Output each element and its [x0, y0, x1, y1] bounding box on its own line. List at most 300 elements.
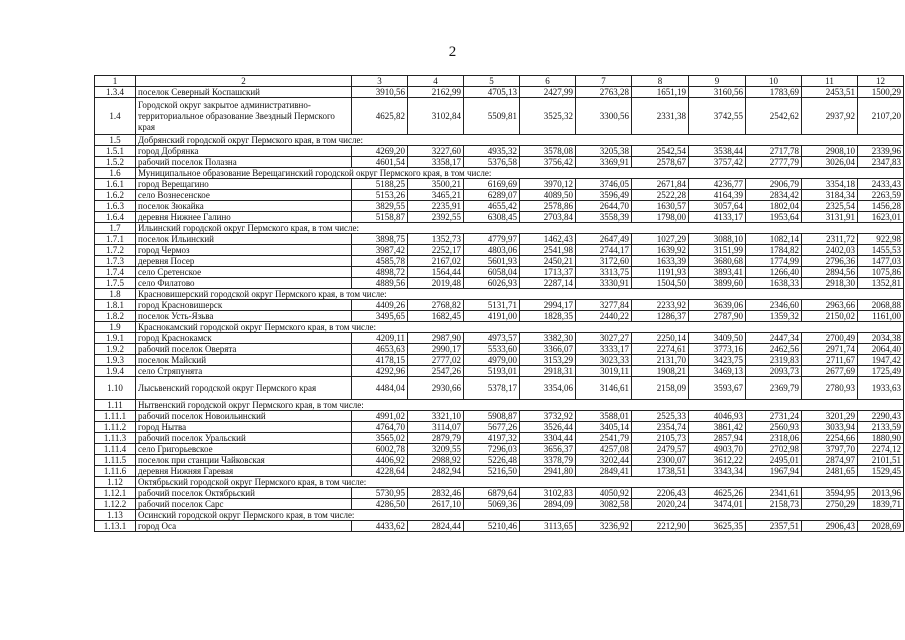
table-row [95, 344, 904, 355]
value-cell: 2908,10 [802, 146, 858, 157]
section-row [95, 135, 904, 146]
value-cell: 4089,50 [520, 190, 576, 201]
value-cell: 4625,26 [689, 488, 746, 499]
value-cell: 2369,79 [746, 377, 802, 400]
value-cell: 3382,30 [520, 333, 576, 344]
value-cell: 2319,83 [746, 355, 802, 366]
value-cell: 6058,04 [464, 267, 520, 278]
row-number: 1.8.2 [95, 311, 136, 322]
value-cell: 2028,69 [858, 521, 904, 532]
value-cell: 1352,73 [408, 234, 464, 245]
value-cell: 5601,93 [464, 256, 520, 267]
value-cell: 3160,56 [689, 87, 746, 98]
value-cell: 1933,63 [858, 377, 904, 400]
locality-name: поселок Зюкайка [136, 201, 352, 212]
value-cell: 3131,91 [802, 212, 858, 223]
header-cell: 9 [689, 76, 746, 87]
value-cell: 4236,77 [689, 179, 746, 190]
value-cell: 2402,03 [802, 245, 858, 256]
value-cell: 3746,05 [576, 179, 632, 190]
value-cell: 2644,70 [576, 201, 632, 212]
value-cell: 6169,69 [464, 179, 520, 190]
section-row [95, 400, 904, 411]
locality-name: рабочий поселок Новоильинский [136, 411, 352, 422]
locality-name: город Красновишерск [136, 300, 352, 311]
value-cell: 1500,29 [858, 87, 904, 98]
value-cell: 7296,03 [464, 444, 520, 455]
value-cell: 3656,37 [520, 444, 576, 455]
table-row [95, 444, 904, 455]
value-cell: 1682,45 [408, 311, 464, 322]
value-cell: 3151,99 [689, 245, 746, 256]
row-number: 1.13 [95, 510, 136, 521]
value-cell: 3153,29 [520, 355, 576, 366]
value-cell: 3202,44 [576, 455, 632, 466]
value-cell: 2832,46 [408, 488, 464, 499]
value-cell: 3369,91 [576, 157, 632, 168]
table-row [95, 366, 904, 377]
value-cell: 3321,10 [408, 411, 464, 422]
value-cell: 5210,46 [464, 521, 520, 532]
value-cell: 922,98 [858, 234, 904, 245]
value-cell: 2930,66 [408, 377, 464, 400]
section-title: Осинский городской округ Пермского края, в том числе: [136, 510, 904, 521]
value-cell: 2647,49 [576, 234, 632, 245]
value-cell: 4991,02 [352, 411, 408, 422]
value-cell: 3378,79 [520, 455, 576, 466]
value-cell: 2617,10 [408, 499, 464, 510]
value-cell: 2433,43 [858, 179, 904, 190]
value-cell: 4046,93 [689, 411, 746, 422]
value-cell: 1784,82 [746, 245, 802, 256]
value-cell: 4209,11 [352, 333, 408, 344]
value-cell: 3209,55 [408, 444, 464, 455]
value-cell: 3205,38 [576, 146, 632, 157]
value-cell: 2093,73 [746, 366, 802, 377]
value-cell: 3829,55 [352, 201, 408, 212]
table-row [95, 87, 904, 98]
value-cell: 3172,60 [576, 256, 632, 267]
value-cell: 2274,61 [632, 344, 689, 355]
value-cell: 2212,90 [632, 521, 689, 532]
section-title: Краснокамский городской округ Пермского края, в том числе: [136, 322, 904, 333]
locality-name: город Оса [136, 521, 352, 532]
row-number: 1.6.4 [95, 212, 136, 223]
value-cell: 3088,10 [689, 234, 746, 245]
value-cell: 4292,96 [352, 366, 408, 377]
row-number: 1.7.5 [95, 278, 136, 289]
value-cell: 2290,43 [858, 411, 904, 422]
locality-name: город Верещагино [136, 179, 352, 190]
row-number: 1.6.1 [95, 179, 136, 190]
value-cell: 3313,75 [576, 267, 632, 278]
value-cell: 3588,01 [576, 411, 632, 422]
value-cell: 5188,25 [352, 179, 408, 190]
value-cell: 2906,79 [746, 179, 802, 190]
row-number: 1.6.3 [95, 201, 136, 212]
row-number: 1.9 [95, 322, 136, 333]
table-row [95, 466, 904, 477]
value-cell: 4257,08 [576, 444, 632, 455]
section-row [95, 477, 904, 488]
value-cell: 3027,27 [576, 333, 632, 344]
value-cell: 4050,92 [576, 488, 632, 499]
value-cell: 2717,78 [746, 146, 802, 157]
row-number: 1.4 [95, 98, 136, 135]
value-cell: 2300,07 [632, 455, 689, 466]
value-cell: 1462,43 [520, 234, 576, 245]
value-cell: 4133,17 [689, 212, 746, 223]
value-cell: 2064,40 [858, 344, 904, 355]
value-cell: 1529,45 [858, 466, 904, 477]
value-cell: 2158,09 [632, 377, 689, 400]
locality-name: поселок Усть-Язьва [136, 311, 352, 322]
value-cell: 2427,99 [520, 87, 576, 98]
value-cell: 2750,29 [802, 499, 858, 510]
section-row [95, 223, 904, 234]
value-cell: 1638,33 [746, 278, 802, 289]
value-cell: 6879,64 [464, 488, 520, 499]
value-cell: 2101,51 [858, 455, 904, 466]
value-cell: 2994,17 [520, 300, 576, 311]
value-cell: 2796,36 [802, 256, 858, 267]
locality-name: город Чермоз [136, 245, 352, 256]
value-cell: 4625,82 [352, 98, 408, 135]
value-cell: 2547,26 [408, 366, 464, 377]
locality-name: рабочий поселок Сарс [136, 499, 352, 510]
value-cell: 2763,28 [576, 87, 632, 98]
value-cell: 2013,96 [858, 488, 904, 499]
row-number: 1.13.1 [95, 521, 136, 532]
value-cell: 2918,30 [802, 278, 858, 289]
value-cell: 3495,65 [352, 311, 408, 322]
row-number: 1.11.6 [95, 466, 136, 477]
value-cell: 2254,66 [802, 433, 858, 444]
value-cell: 3033,94 [802, 422, 858, 433]
value-cell: 4191,00 [464, 311, 520, 322]
value-cell: 3333,17 [576, 344, 632, 355]
value-cell: 4164,39 [689, 190, 746, 201]
value-cell: 3102,84 [408, 98, 464, 135]
value-cell: 2250,14 [632, 333, 689, 344]
value-cell: 1802,04 [746, 201, 802, 212]
value-cell: 1191,93 [632, 267, 689, 278]
locality-name: село Вознесенское [136, 190, 352, 201]
value-cell: 2495,01 [746, 455, 802, 466]
locality-name: село Филатово [136, 278, 352, 289]
value-cell: 3113,65 [520, 521, 576, 532]
value-cell: 3277,84 [576, 300, 632, 311]
row-number: 1.9.1 [95, 333, 136, 344]
value-cell: 3970,12 [520, 179, 576, 190]
value-cell: 2894,09 [520, 499, 576, 510]
row-number: 1.7.1 [95, 234, 136, 245]
value-cell: 3680,68 [689, 256, 746, 267]
value-cell: 5509,81 [464, 98, 520, 135]
value-cell: 2824,44 [408, 521, 464, 532]
table-row [95, 455, 904, 466]
value-cell: 3757,42 [689, 157, 746, 168]
value-cell: 1908,21 [632, 366, 689, 377]
row-number: 1.12 [95, 477, 136, 488]
locality-name: рабочий поселок Оверята [136, 344, 352, 355]
value-cell: 3732,92 [520, 411, 576, 422]
value-cell: 2287,14 [520, 278, 576, 289]
value-cell: 2780,93 [802, 377, 858, 400]
value-cell: 2331,38 [632, 98, 689, 135]
value-cell: 5533,60 [464, 344, 520, 355]
table-row [95, 422, 904, 433]
locality-name: город Добрянка [136, 146, 352, 157]
value-cell: 2020,24 [632, 499, 689, 510]
value-cell: 1504,50 [632, 278, 689, 289]
value-cell: 3565,02 [352, 433, 408, 444]
value-cell: 5158,87 [352, 212, 408, 223]
value-cell: 3797,70 [802, 444, 858, 455]
table-row [95, 411, 904, 422]
value-cell: 2206,43 [632, 488, 689, 499]
locality-name: Городской округ закрытое административно-территориальное образование Звездный Пермского края [136, 98, 352, 135]
value-cell: 1839,71 [858, 499, 904, 510]
value-cell: 4973,57 [464, 333, 520, 344]
value-cell: 3625,35 [689, 521, 746, 532]
locality-name: рабочий поселок Октябрьский [136, 488, 352, 499]
value-cell: 1623,01 [858, 212, 904, 223]
locality-name: город Нытва [136, 422, 352, 433]
value-cell: 2542,62 [746, 98, 802, 135]
value-cell: 2068,88 [858, 300, 904, 311]
value-cell: 1082,14 [746, 234, 802, 245]
value-cell: 3343,34 [689, 466, 746, 477]
value-cell: 3500,21 [408, 179, 464, 190]
row-number: 1.6 [95, 168, 136, 179]
value-cell: 1564,44 [408, 267, 464, 278]
row-number: 1.11.3 [95, 433, 136, 444]
value-cell: 2325,54 [802, 201, 858, 212]
value-cell: 1639,92 [632, 245, 689, 256]
value-cell: 2541,98 [520, 245, 576, 256]
section-title: Красновишерский городской округ Пермского края, в том числе: [136, 289, 904, 300]
section-row [95, 168, 904, 179]
header-cell: 6 [520, 76, 576, 87]
value-cell: 4653,63 [352, 344, 408, 355]
value-cell: 3558,39 [576, 212, 632, 223]
section-title: Муниципальное образование Верещагинский городской округ Пермского края, в том числе: [136, 168, 904, 179]
value-cell: 3578,08 [520, 146, 576, 157]
locality-name: рабочий поселок Полазна [136, 157, 352, 168]
value-cell: 3026,04 [802, 157, 858, 168]
table-row [95, 333, 904, 344]
value-cell: 2318,06 [746, 433, 802, 444]
value-cell: 3366,07 [520, 344, 576, 355]
value-cell: 1266,40 [746, 267, 802, 278]
value-cell: 3742,55 [689, 98, 746, 135]
section-title: Нытвенский городской округ Пермского края, в том числе: [136, 400, 904, 411]
row-number: 1.11 [95, 400, 136, 411]
value-cell: 1651,19 [632, 87, 689, 98]
page-number: 2 [448, 44, 457, 60]
locality-name: Лысьвенский городской округ Пермского края [136, 377, 352, 400]
value-cell: 3019,11 [576, 366, 632, 377]
value-cell: 2462,56 [746, 344, 802, 355]
value-cell: 2906,43 [802, 521, 858, 532]
row-number: 1.9.2 [95, 344, 136, 355]
locality-name: поселок Майский [136, 355, 352, 366]
value-cell: 3899,60 [689, 278, 746, 289]
table-row [95, 157, 904, 168]
table-row [95, 190, 904, 201]
value-cell: 5131,71 [464, 300, 520, 311]
value-cell: 3227,60 [408, 146, 464, 157]
value-cell: 3358,17 [408, 157, 464, 168]
value-cell: 5193,01 [464, 366, 520, 377]
header-cell: 10 [746, 76, 802, 87]
value-cell: 4601,54 [352, 157, 408, 168]
value-cell: 5226,48 [464, 455, 520, 466]
value-cell: 3102,83 [520, 488, 576, 499]
value-cell: 1286,37 [632, 311, 689, 322]
value-cell: 2744,17 [576, 245, 632, 256]
value-cell: 2894,56 [802, 267, 858, 278]
table-row [95, 499, 904, 510]
value-cell: 3201,29 [802, 411, 858, 422]
row-number: 1.11.1 [95, 411, 136, 422]
value-cell: 1774,99 [746, 256, 802, 267]
locality-name: поселок Северный Коспашский [136, 87, 352, 98]
row-number: 1.7.4 [95, 267, 136, 278]
section-row [95, 510, 904, 521]
value-cell: 2787,90 [689, 311, 746, 322]
value-cell: 1075,86 [858, 267, 904, 278]
row-number: 1.11.2 [95, 422, 136, 433]
table-row [95, 488, 904, 499]
value-cell: 2354,74 [632, 422, 689, 433]
value-cell: 3057,64 [689, 201, 746, 212]
locality-name: село Стряпунята [136, 366, 352, 377]
value-cell: 2107,20 [858, 98, 904, 135]
value-cell: 1027,29 [632, 234, 689, 245]
row-number: 1.11.4 [95, 444, 136, 455]
value-cell: 2447,34 [746, 333, 802, 344]
table-row [95, 521, 904, 532]
value-cell: 2578,86 [520, 201, 576, 212]
value-cell: 2357,51 [746, 521, 802, 532]
value-cell: 4409,26 [352, 300, 408, 311]
value-cell: 3596,49 [576, 190, 632, 201]
table-row [95, 146, 904, 157]
value-cell: 1455,53 [858, 245, 904, 256]
row-number: 1.9.4 [95, 366, 136, 377]
value-cell: 3593,67 [689, 377, 746, 400]
value-cell: 5216,50 [464, 466, 520, 477]
header-cell: 11 [802, 76, 858, 87]
locality-name: поселок Ильинский [136, 234, 352, 245]
value-cell: 3409,50 [689, 333, 746, 344]
row-number: 1.7.2 [95, 245, 136, 256]
value-cell: 4889,56 [352, 278, 408, 289]
value-cell: 2702,98 [746, 444, 802, 455]
value-cell: 3405,14 [576, 422, 632, 433]
value-cell: 2346,60 [746, 300, 802, 311]
value-cell: 2578,67 [632, 157, 689, 168]
value-cell: 2834,42 [746, 190, 802, 201]
value-cell: 3910,56 [352, 87, 408, 98]
value-cell: 2105,73 [632, 433, 689, 444]
row-number: 1.7.3 [95, 256, 136, 267]
table-row [95, 300, 904, 311]
locality-name: поселок при станции Чайковская [136, 455, 352, 466]
value-cell: 4898,72 [352, 267, 408, 278]
row-number: 1.8 [95, 289, 136, 300]
value-cell: 2671,84 [632, 179, 689, 190]
value-cell: 5153,26 [352, 190, 408, 201]
value-cell: 1738,51 [632, 466, 689, 477]
value-cell: 2162,99 [408, 87, 464, 98]
value-cell: 2341,61 [746, 488, 802, 499]
value-cell: 4269,20 [352, 146, 408, 157]
value-cell: 5069,36 [464, 499, 520, 510]
value-cell: 6002,78 [352, 444, 408, 455]
value-cell: 4286,50 [352, 499, 408, 510]
value-cell: 2731,24 [746, 411, 802, 422]
value-cell: 2034,38 [858, 333, 904, 344]
header-cell: 12 [858, 76, 904, 87]
value-cell: 3893,41 [689, 267, 746, 278]
header-row [95, 76, 904, 87]
table-row [95, 256, 904, 267]
value-cell: 3639,06 [689, 300, 746, 311]
value-cell: 3898,75 [352, 234, 408, 245]
value-cell: 3423,75 [689, 355, 746, 366]
value-cell: 1880,90 [858, 433, 904, 444]
row-number: 1.11.5 [95, 455, 136, 466]
value-cell: 1456,28 [858, 201, 904, 212]
value-cell: 2311,72 [802, 234, 858, 245]
value-cell: 1713,37 [520, 267, 576, 278]
value-cell: 2560,93 [746, 422, 802, 433]
value-cell: 4433,62 [352, 521, 408, 532]
value-cell: 2263,59 [858, 190, 904, 201]
value-cell: 3023,33 [576, 355, 632, 366]
value-cell: 4779,97 [464, 234, 520, 245]
value-cell: 4197,32 [464, 433, 520, 444]
locality-name: село Сретенское [136, 267, 352, 278]
value-cell: 3354,06 [520, 377, 576, 400]
value-cell: 6289,07 [464, 190, 520, 201]
value-cell: 3526,44 [520, 422, 576, 433]
table-row [95, 267, 904, 278]
value-cell: 2941,80 [520, 466, 576, 477]
value-cell: 3465,21 [408, 190, 464, 201]
row-number: 1.3.4 [95, 87, 136, 98]
row-number: 1.6.2 [95, 190, 136, 201]
value-cell: 1783,69 [746, 87, 802, 98]
value-cell: 3300,56 [576, 98, 632, 135]
value-cell: 4903,70 [689, 444, 746, 455]
value-cell: 2525,33 [632, 411, 689, 422]
locality-name: село Григорьевское [136, 444, 352, 455]
value-cell: 2133,59 [858, 422, 904, 433]
value-cell: 3304,44 [520, 433, 576, 444]
value-cell: 2450,21 [520, 256, 576, 267]
table-row [95, 234, 904, 245]
value-cell: 4655,42 [464, 201, 520, 212]
header-cell: 8 [632, 76, 689, 87]
value-cell: 2339,96 [858, 146, 904, 157]
value-cell: 2453,51 [802, 87, 858, 98]
value-cell: 2879,79 [408, 433, 464, 444]
locality-name: деревня Нижняя Гаревая [136, 466, 352, 477]
